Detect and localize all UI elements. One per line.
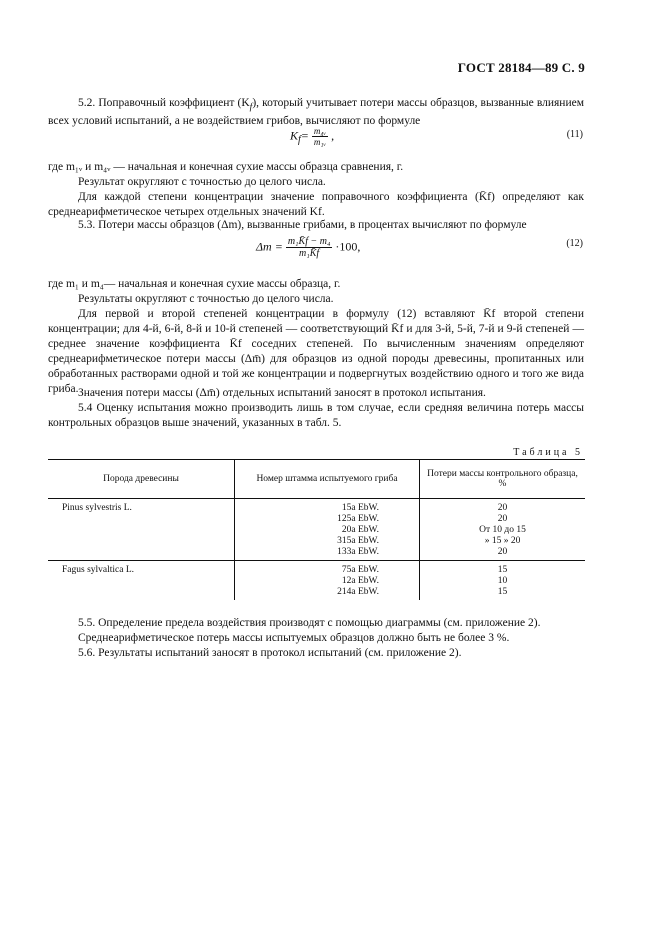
kf-average-paragraph: Для каждой степени концентрации значение поправочного коэффициента (K̄f) определяют как среднеарифметическое четырех отдельных значений Kf.	[48, 191, 584, 218]
loss-value: 15	[497, 587, 508, 597]
paragraph-5-2-text-b: ), который учитывает потери массы образцов, вызванные влиянием всех условий испытаний, а не воздействием грибов, вычисляют по формуле	[48, 97, 584, 128]
paragraph-5-2	[48, 96, 584, 129]
table-header-row	[48, 460, 585, 499]
formula-12-lhs: Δm	[256, 239, 272, 254]
loss-value: » 15 » 20	[484, 536, 521, 546]
kf-subscript: f	[249, 101, 253, 113]
rounding-note-1: Результат округляют с точностью до целого числа.	[78, 176, 326, 188]
loss-value: 10	[497, 576, 508, 586]
formula-11-eq: =	[300, 128, 309, 143]
paragraph-5-6: 5.6. Результаты испытаний заносят в протокол испытаний (см. приложение 2).	[78, 647, 462, 659]
formula-11-lhs-sub: f	[298, 134, 301, 146]
strain-value: 15a EbW.	[341, 503, 379, 513]
values-paragraph: Значения потери массы (Δm̄) отдельных испытаний заносят в протокол испытания.	[78, 387, 486, 399]
formula-11-number: (11)	[566, 129, 583, 140]
paragraph-5-3: 5.3. Потери массы образцов (Δm), вызванные грибами, в процентах вычисляют по формуле	[78, 219, 527, 231]
loss-value: От 10 до 15	[479, 525, 526, 535]
formula-11-numerator: m₄ᵥ	[313, 126, 327, 136]
formula-12-denominator: m₁K̄f	[299, 248, 320, 259]
rounding-note-2: Результаты округляют с точностью до целого числа.	[78, 293, 334, 305]
species-cell: Fagus sylvaltica L.	[48, 561, 235, 601]
formula-12-numerator: m₁K̄f − m₄	[287, 236, 331, 247]
strain-value: 20a EbW.	[341, 525, 379, 535]
loss-cell	[420, 561, 586, 601]
loss-value: 20	[497, 547, 508, 557]
formula-12-eq: =	[274, 239, 283, 254]
strain-value: 12a EbW.	[341, 576, 379, 586]
loss-cell	[420, 499, 586, 561]
loss-value: 15	[497, 565, 508, 575]
loss-value: 20	[497, 514, 508, 524]
formula-11	[290, 126, 334, 147]
paragraph-5-4: 5.4 Оценку испытания можно производить лишь в том случае, если средняя величина потерь массы контрольных образцов выше значений, указанных в табл. 5.	[48, 402, 584, 429]
page-header: ГОСТ 28184—89 С. 9	[457, 60, 585, 75]
strain-cell	[235, 561, 420, 601]
species-cell: Pinus sylvestris L.	[62, 503, 132, 513]
column-header-species: Порода древесины	[48, 460, 235, 499]
formula-12-fraction	[286, 236, 333, 259]
paragraph-5-5: 5.5. Определение предела воздействия производят с помощью диаграммы (см. приложение 2).	[78, 617, 541, 629]
formula-12-number: (12)	[566, 238, 583, 249]
formula-12-tail: ·100,	[335, 239, 361, 254]
strain-value: 214a EbW.	[337, 587, 379, 597]
where-12: где m₁ и m₄— начальная и конечная сухие массы образца, г.	[48, 278, 341, 290]
strain-value: 133a EbW.	[337, 547, 379, 557]
where-11: где m₁ᵥ и m₄ᵥ — начальная и конечная сухие массы образца сравнения, г.	[48, 161, 404, 173]
table-caption: Таблица 5	[513, 447, 583, 458]
strain-value: 125a EbW.	[337, 514, 379, 524]
table-row	[48, 561, 585, 601]
average-limit-paragraph: Среднеарифметическое потерь массы испытуемых образцов должно быть не более 3 %.	[78, 632, 510, 644]
concentration-paragraph: Для первой и второй степеней концентрации в формулу (12) вставляют K̄f второй степени концентрации; для 4-й, 6-й, 8-й и 10-й степеней — соответствующий K̄f и для 3-й, 5-й, 7-й и 9-й степеней — среднее значение коэффициента K̄f соседних степеней. По вычисленным значениям определяют среднеарифметическое потери массы (Δm̄) для образцов из одной породы древесины, пропитанных или обработанных растворами одной и той же концентрации и подвергнутых воздействию одного и того же вида гриба.	[48, 308, 584, 395]
formula-11-lhs: K	[290, 128, 299, 143]
formula-11-denominator: m₁ᵥ	[313, 137, 327, 147]
paragraph-5-2-text: 5.2. Поправочный коэффициент (K	[78, 97, 250, 109]
strain-value: 315a EbW.	[337, 536, 379, 546]
formula-11-fraction	[312, 126, 328, 147]
strain-cell	[235, 499, 420, 561]
table-5	[48, 459, 585, 600]
loss-value: 20	[497, 503, 508, 513]
formula-11-tail: ,	[331, 128, 335, 143]
formula-12	[256, 236, 360, 259]
strain-value: 75a EbW.	[341, 565, 379, 575]
column-header-loss: Потери массы контрольного образца, %	[420, 460, 586, 499]
table-row	[48, 499, 585, 561]
column-header-strain: Номер штамма испытуемого гриба	[235, 460, 420, 499]
